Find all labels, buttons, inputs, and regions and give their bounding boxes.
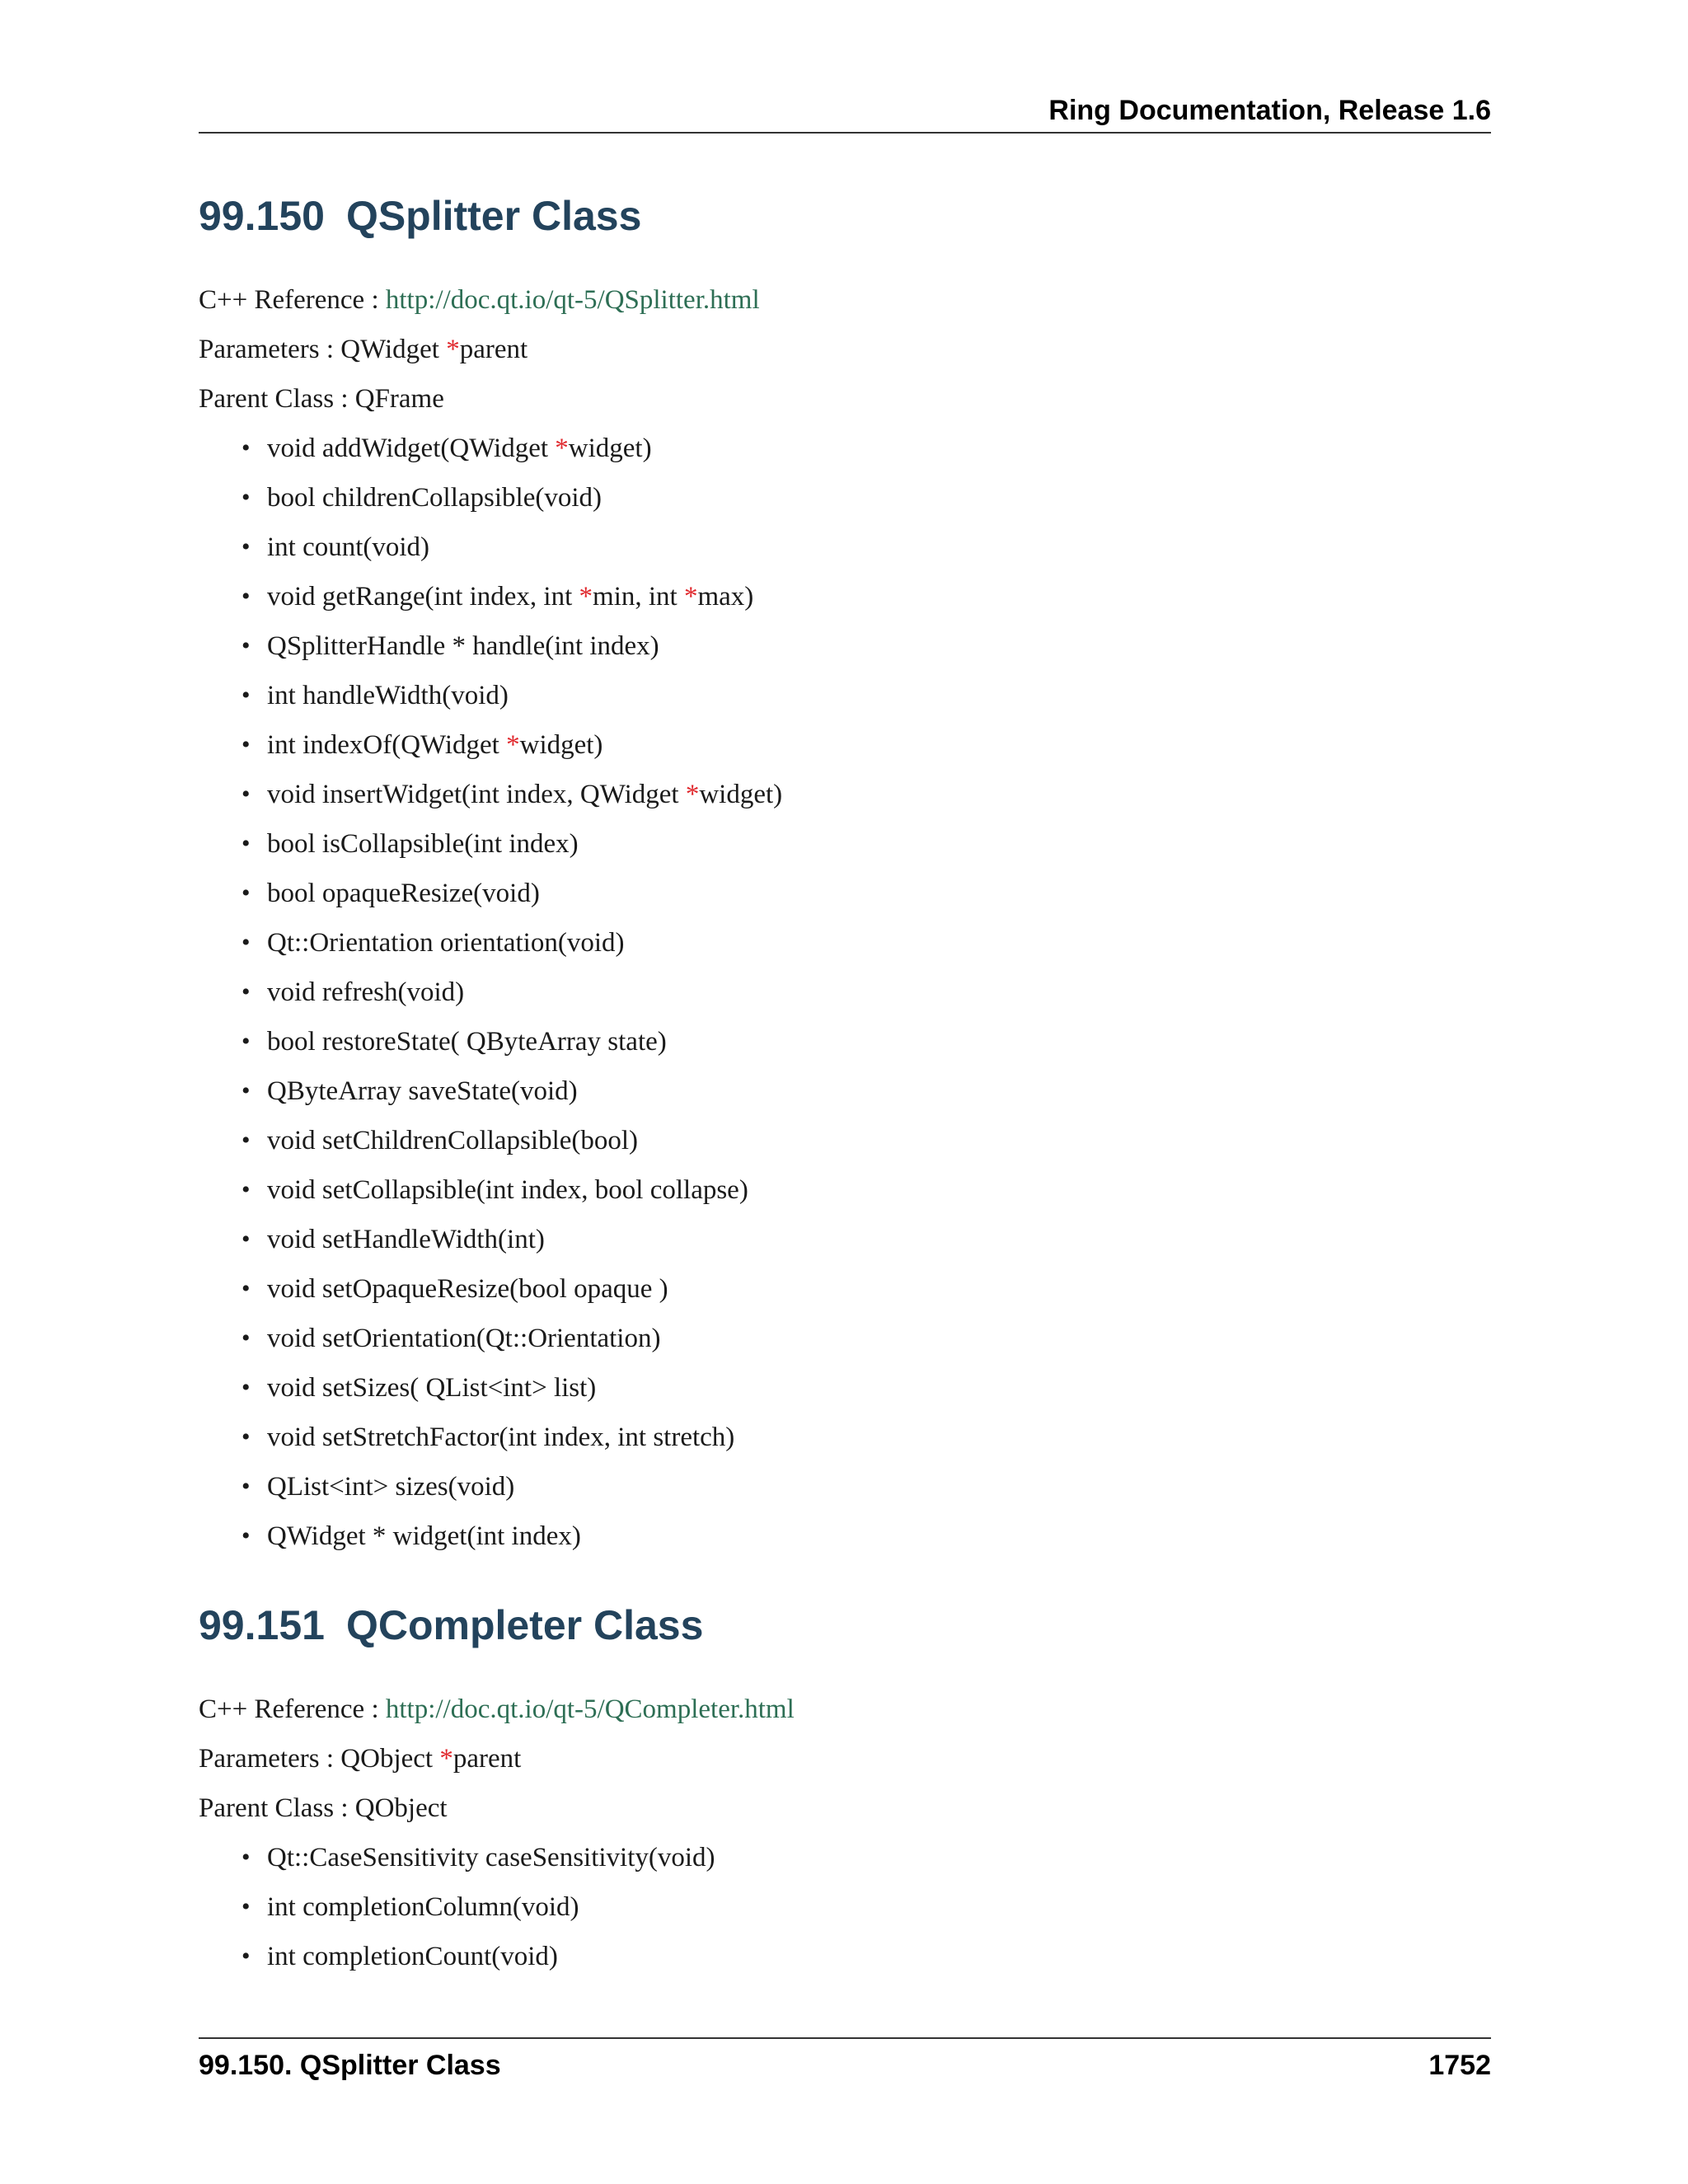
method-item: • int completionColumn(void) bbox=[199, 1882, 1491, 1932]
section-number: 99.151 bbox=[199, 1602, 325, 1648]
method-item: • void setHandleWidth(int) bbox=[199, 1215, 1491, 1264]
bullet-icon: • bbox=[241, 1077, 251, 1104]
bullet-icon: • bbox=[241, 1028, 251, 1055]
page-number: 1752 bbox=[1428, 2050, 1491, 2081]
bullet-icon: • bbox=[241, 484, 251, 511]
method-item: • void addWidget(QWidget *widget) bbox=[199, 424, 1491, 473]
method-item: • bool restoreState( QByteArray state) bbox=[199, 1017, 1491, 1066]
bullet-icon: • bbox=[241, 682, 251, 709]
bullet-icon: • bbox=[241, 1473, 251, 1500]
method-item: • void setOrientation(Qt::Orientation) bbox=[199, 1314, 1491, 1363]
parent-class: Parent Class : QFrame bbox=[199, 384, 444, 414]
method-item: • int count(void) bbox=[199, 523, 1491, 572]
parent-class: Parent Class : QObject bbox=[199, 1793, 448, 1823]
method-item: • QByteArray saveState(void) bbox=[199, 1066, 1491, 1116]
bullet-icon: • bbox=[241, 780, 251, 808]
method-item: • int completionCount(void) bbox=[199, 1932, 1491, 1981]
bullet-icon: • bbox=[241, 1324, 251, 1352]
bullet-icon: • bbox=[241, 1522, 251, 1549]
bullet-icon: • bbox=[241, 1176, 251, 1203]
parameters: Parameters : QObject *parent bbox=[199, 1744, 522, 1774]
method-item: • void setStretchFactor(int index, int stretch) bbox=[199, 1413, 1491, 1462]
bullet-icon: • bbox=[241, 1374, 251, 1401]
method-item: • void refresh(void) bbox=[199, 968, 1491, 1017]
bullet-icon: • bbox=[241, 632, 251, 659]
bullet-icon: • bbox=[241, 1127, 251, 1154]
bullet-icon: • bbox=[241, 583, 251, 610]
bullet-icon: • bbox=[241, 533, 251, 560]
document-title: Ring Documentation, Release 1.6 bbox=[1048, 95, 1491, 126]
cpp-reference-link[interactable]: http://doc.qt.io/qt-5/QCompleter.html bbox=[385, 1694, 795, 1724]
section-heading: QCompleter Class bbox=[345, 1602, 704, 1648]
method-item: • void setOpaqueResize(bool opaque ) bbox=[199, 1264, 1491, 1314]
method-item: • void getRange(int index, int *min, int *max) bbox=[199, 572, 1491, 621]
method-item: • void insertWidget(int index, QWidget *widget) bbox=[199, 770, 1491, 819]
method-item: • void setCollapsible(int index, bool collapse) bbox=[199, 1165, 1491, 1215]
page-footer bbox=[199, 2037, 1491, 2080]
section-qsplitter bbox=[199, 190, 1491, 1561]
method-item: • int handleWidth(void) bbox=[199, 671, 1491, 720]
bullet-icon: • bbox=[241, 434, 251, 462]
method-item: • QList<int> sizes(void) bbox=[199, 1462, 1491, 1511]
page-header bbox=[199, 92, 1491, 134]
bullet-icon: • bbox=[241, 1844, 251, 1871]
bullet-icon: • bbox=[241, 879, 251, 907]
bullet-icon: • bbox=[241, 1423, 251, 1451]
method-item: • QSplitterHandle * handle(int index) bbox=[199, 621, 1491, 671]
bullet-icon: • bbox=[241, 1893, 251, 1920]
cpp-reference: C++ Reference : http://doc.qt.io/qt-5/QCompleter.html bbox=[199, 1694, 795, 1724]
method-item: • bool childrenCollapsible(void) bbox=[199, 473, 1491, 523]
bullet-icon: • bbox=[241, 929, 251, 956]
section-title bbox=[199, 1599, 1491, 1652]
method-item: • bool opaqueResize(void) bbox=[199, 869, 1491, 918]
footer-section: 99.150. QSplitter Class bbox=[199, 2050, 501, 2081]
bullet-icon: • bbox=[241, 1943, 251, 1970]
cpp-reference: C++ Reference : http://doc.qt.io/qt-5/QSplitter.html bbox=[199, 285, 760, 315]
cpp-reference-link[interactable]: http://doc.qt.io/qt-5/QSplitter.html bbox=[385, 285, 760, 315]
method-item: • void setChildrenCollapsible(bool) bbox=[199, 1116, 1491, 1165]
bullet-icon: • bbox=[241, 1275, 251, 1302]
section-number: 99.150 bbox=[199, 193, 325, 239]
method-item: • Qt::Orientation orientation(void) bbox=[199, 918, 1491, 968]
method-list bbox=[199, 1833, 1491, 1981]
section-title bbox=[199, 190, 1491, 242]
method-item: • bool isCollapsible(int index) bbox=[199, 819, 1491, 869]
section-qcompleter bbox=[199, 1599, 1491, 1981]
method-item: • int indexOf(QWidget *widget) bbox=[199, 720, 1491, 770]
section-heading: QSplitter Class bbox=[345, 193, 642, 239]
method-item: • QWidget * widget(int index) bbox=[199, 1511, 1491, 1561]
method-item: • Qt::CaseSensitivity caseSensitivity(void) bbox=[199, 1833, 1491, 1882]
parameters: Parameters : QWidget *parent bbox=[199, 335, 528, 364]
bullet-icon: • bbox=[241, 1226, 251, 1253]
method-list bbox=[199, 424, 1491, 1561]
bullet-icon: • bbox=[241, 830, 251, 857]
bullet-icon: • bbox=[241, 978, 251, 1005]
bullet-icon: • bbox=[241, 731, 251, 758]
method-item: • void setSizes( QList<int> list) bbox=[199, 1363, 1491, 1413]
